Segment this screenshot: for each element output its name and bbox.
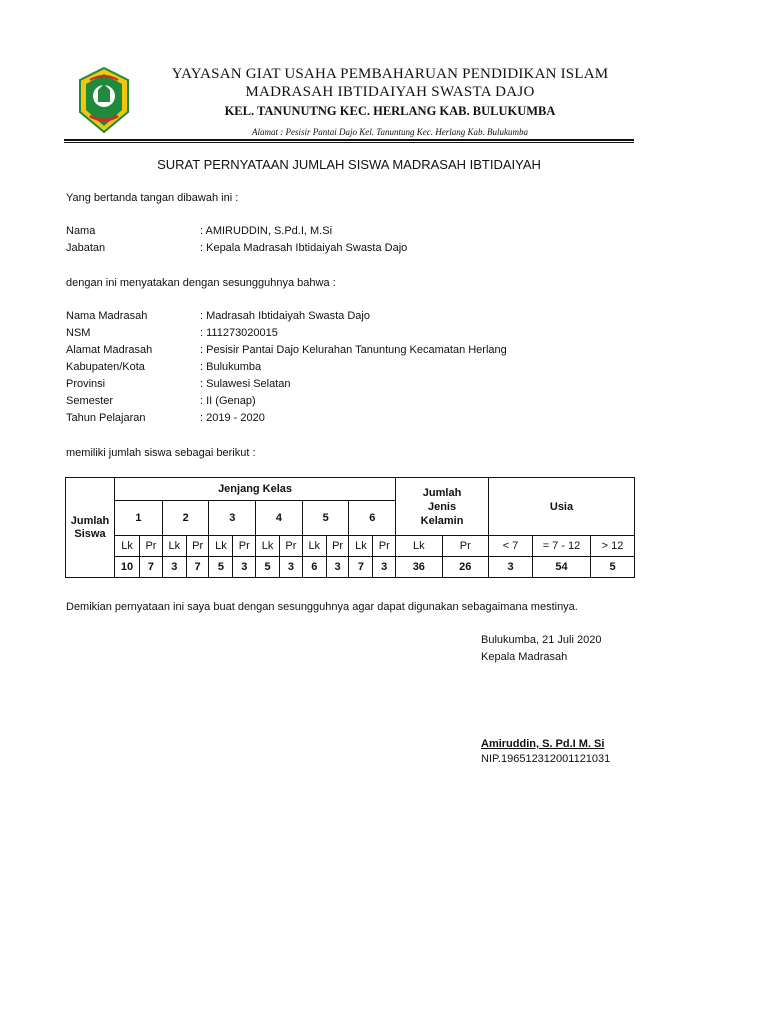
school-address: Alamat : Pesisir Pantai Dajo Kel. Tanuntung Kec. Herlang Kab. Bulukumba (252, 127, 528, 137)
class-6-pr-value: 3 (373, 557, 396, 578)
lk-header: Lk (349, 536, 373, 557)
class-5-lk-value: 6 (302, 557, 326, 578)
signer-nip: NIP.196512312001121031 (481, 753, 611, 765)
class-1-header: 1 (115, 501, 163, 536)
statement-text: dengan ini menyatakan dengan sesungguhnya bahwa : (66, 277, 336, 289)
pr-header: Pr (140, 536, 163, 557)
academic-year-label: Tahun Pelajaran (66, 412, 146, 424)
pr-header: Pr (442, 536, 488, 557)
regency-value: : Bulukumba (200, 361, 262, 373)
age-7-12-header: = 7 - 12 (533, 536, 591, 557)
foundation-name: YAYASAN GIAT USAHA PEMBAHARUAN PENDIDIKAN ISLAM (171, 66, 609, 82)
signer-position: Kepala Madrasah (481, 651, 568, 663)
row-header-cell (66, 478, 115, 578)
semester-value: : II (Genap) (200, 395, 256, 407)
class-4-pr-value: 3 (280, 557, 303, 578)
table-intro-text: memiliki jumlah siswa sebagai berikut : (66, 447, 256, 459)
class-6-header: 6 (349, 501, 396, 536)
nsm-value: : 111273020015 (200, 327, 278, 339)
row-header: Jumlah Siswa (70, 514, 110, 540)
gender-header: Jumlah Jenis Kelamin (420, 486, 464, 527)
class-3-pr-value: 3 (233, 557, 256, 578)
age-under-7-value: 3 (489, 557, 533, 578)
class-2-pr-value: 7 (186, 557, 209, 578)
class-6-lk-value: 7 (349, 557, 373, 578)
school-address-value: : Pesisir Pantai Dajo Kelurahan Tanuntung Kecamatan Herlang (200, 344, 507, 356)
pr-header: Pr (186, 536, 209, 557)
lk-header: Lk (396, 536, 442, 557)
gender-header-cell (396, 478, 489, 536)
signer-position-label: Jabatan (66, 242, 106, 254)
nsm-label: NSM (66, 327, 91, 339)
school-name-value: : Madrasah Ibtidaiyah Swasta Dajo (200, 310, 370, 322)
madrasah-logo (78, 66, 130, 134)
class-3-header: 3 (209, 501, 256, 536)
province-label: Provinsi (66, 378, 106, 390)
class-4-lk-value: 5 (256, 557, 280, 578)
age-7-12-value: 54 (533, 557, 591, 578)
lk-header: Lk (302, 536, 326, 557)
province-value: : Sulawesi Selatan (200, 378, 291, 390)
school-address-label: Alamat Madrasah (66, 344, 153, 356)
age-header: Usia (489, 478, 635, 536)
signer-name-value: : AMIRUDDIN, S.Pd.I, M.Si (200, 225, 333, 237)
class-1-pr-value: 7 (140, 557, 163, 578)
signer-name-label: Nama (66, 225, 96, 237)
school-location: KEL. TANUNUTNG KEC. HERLANG KAB. BULUKUMBA (224, 104, 556, 118)
academic-year-value: : 2019 - 2020 (200, 412, 265, 424)
semester-label: Semester (66, 395, 114, 407)
letterhead-rule (64, 139, 634, 141)
pr-header: Pr (233, 536, 256, 557)
age-under-7-header: < 7 (489, 536, 533, 557)
regency-label: Kabupaten/Kota (66, 361, 145, 373)
class-3-lk-value: 5 (209, 557, 233, 578)
class-group-header: Jenjang Kelas (115, 478, 396, 501)
lk-header: Lk (256, 536, 280, 557)
school-name: MADRASAH IBTIDAIYAH SWASTA DAJO (245, 84, 535, 100)
intro-text: Yang bertanda tangan dibawah ini : (66, 192, 239, 204)
signer-position-value: : Kepala Madrasah Ibtidaiyah Swasta Dajo (200, 242, 408, 254)
class-5-header: 5 (302, 501, 349, 536)
lk-header: Lk (115, 536, 140, 557)
lk-header: Lk (162, 536, 186, 557)
place-date: Bulukumba, 21 Juli 2020 (481, 634, 602, 646)
pr-header: Pr (373, 536, 396, 557)
pr-header: Pr (326, 536, 349, 557)
age-over-12-header: > 12 (591, 536, 635, 557)
total-pr-value: 26 (442, 557, 488, 578)
class-4-header: 4 (256, 501, 303, 536)
class-1-lk-value: 10 (115, 557, 140, 578)
closing-text: Demikian pernyataan ini saya buat dengan sesungguhnya agar dapat digunakan sebagaimana mestinya. (66, 601, 578, 613)
lk-header: Lk (209, 536, 233, 557)
age-over-12-value: 5 (591, 557, 635, 578)
class-5-pr-value: 3 (326, 557, 349, 578)
class-2-lk-value: 3 (162, 557, 186, 578)
pr-header: Pr (280, 536, 303, 557)
signer-signature-name: Amiruddin, S. Pd.I M. Si (481, 738, 605, 750)
school-name-label: Nama Madrasah (66, 310, 148, 322)
class-2-header: 2 (162, 501, 209, 536)
student-count-table (65, 477, 635, 578)
letterhead-rule-thin (64, 142, 634, 143)
document-title: SURAT PERNYATAAN JUMLAH SISWA MADRASAH IBTIDAIYAH (157, 157, 541, 172)
total-lk-value: 36 (396, 557, 442, 578)
